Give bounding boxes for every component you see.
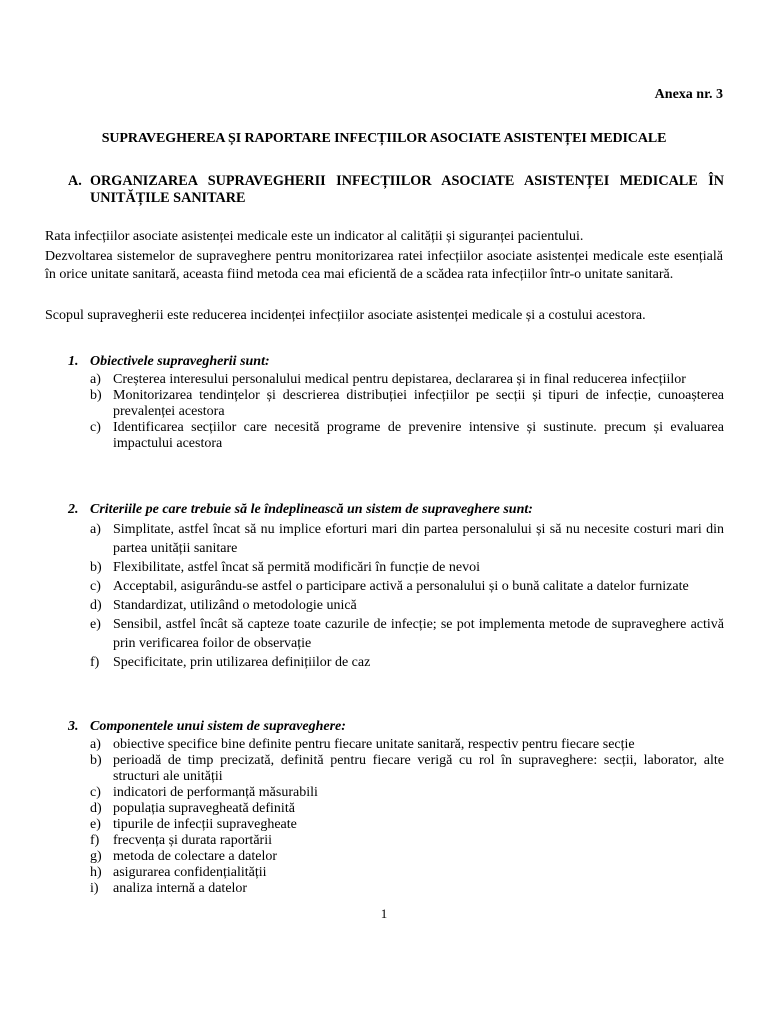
list-item-text: tipurile de infecții supravegheate — [113, 817, 297, 832]
list-marker: h) — [90, 865, 102, 880]
list-item — [90, 520, 724, 558]
list-1-number: 1. — [68, 354, 79, 369]
list-item — [90, 558, 724, 577]
list-item — [90, 881, 724, 897]
paragraph-3: Scopul supravegherii este reducerea incidenței infecțiilor asociate asistenței medicale și a costului acestora. — [45, 308, 646, 323]
list-1-heading — [68, 354, 724, 370]
list-marker: f) — [90, 833, 100, 848]
list-3-title: Componentele unui sistem de supraveghere: — [90, 719, 346, 734]
list-item — [90, 753, 724, 785]
list-item — [90, 653, 724, 672]
list-item — [90, 817, 724, 833]
document-title: SUPRAVEGHEREA ȘI RAPORTARE INFECȚIILOR ASOCIATE ASISTENȚEI MEDICALE — [101, 131, 667, 146]
list-item — [90, 372, 724, 388]
list-1-items — [90, 372, 724, 452]
list-marker: e) — [90, 817, 101, 832]
list-3-items — [90, 737, 724, 897]
list-item — [90, 420, 724, 452]
list-item — [90, 849, 724, 865]
list-item — [90, 615, 724, 653]
list-marker: c) — [90, 420, 101, 435]
list-item — [90, 801, 724, 817]
list-2-items — [90, 520, 724, 672]
list-marker: c) — [90, 785, 101, 800]
section-a-letter: A. — [68, 173, 82, 189]
list-item-text: Specificitate, prin utilizarea definițiilor de caz — [113, 655, 371, 670]
list-marker: b) — [90, 753, 102, 768]
list-2-number: 2. — [68, 502, 79, 517]
list-marker: d) — [90, 598, 102, 613]
list-marker: b) — [90, 388, 102, 403]
list-marker: c) — [90, 579, 101, 594]
list-item-text: asigurarea confidențialității — [113, 865, 267, 880]
page-number: 1 — [380, 906, 388, 921]
list-item-text: Sensibil, astfel încât să capteze toate cazurile de infecție; se pot implementa metode de supraveghere activă prin verificarea foilor de observație — [113, 617, 724, 651]
paragraph-2: Dezvoltarea sistemelor de supraveghere pentru monitorizarea ratei infecțiilor asociate asistenței medicale este esențială în orice unitate sanitară, aceasta fiind metoda cea mai eficientă de a scădea rata infecțiilor într-o unitate sanitară. — [45, 249, 723, 282]
annex-label: Anexa nr. 3 — [654, 87, 723, 102]
list-item — [90, 737, 724, 753]
list-item — [90, 865, 724, 881]
list-item-text: metoda de colectare a datelor — [113, 849, 278, 864]
list-marker: e) — [90, 617, 101, 632]
list-item-text: Monitorizarea tendințelor și descrierea distribuției infecțiilor pe secții și tipuri de infecție, cunoașterea prevalenței acestora — [113, 388, 724, 419]
list-1-title: Obiectivele supravegherii sunt: — [90, 354, 270, 369]
list-item — [90, 833, 724, 849]
list-item-text: Standardizat, utilizând o metodologie unică — [113, 598, 357, 613]
list-marker: a) — [90, 372, 101, 387]
list-item-text: frecvența și durata raportării — [113, 833, 272, 848]
list-item-text: Flexibilitate, astfel încat să permită modificări în funcție de nevoi — [113, 560, 480, 575]
list-item-text: perioadă de timp precizată, definită pentru fiecare verigă cu rol în supraveghere: secții, laborator, alte structuri ale unității — [113, 753, 724, 784]
list-item-text: analiza internă a datelor — [113, 881, 248, 896]
list-item-text: Creșterea interesului personalului medical pentru depistarea, declararea și in final reducerea infecțiilor — [113, 372, 686, 387]
list-3-heading — [68, 719, 724, 735]
list-marker: i) — [90, 881, 99, 896]
list-item — [90, 596, 724, 615]
list-marker: g) — [90, 849, 102, 864]
list-marker: a) — [90, 522, 101, 537]
list-item-text: populația supravegheată definită — [113, 801, 295, 816]
list-item — [90, 577, 724, 596]
paragraph-1: Rata infecțiilor asociate asistenței medicale este un indicator al calității și siguranței pacientului. — [45, 229, 584, 244]
list-item-text: Simplitate, astfel încat să nu implice eforturi mari din partea personalului și să nu necesite costuri mari din partea unității sanitare — [113, 522, 724, 556]
list-2-title: Criteriile pe care trebuie să le îndeplinească un sistem de supraveghere sunt: — [90, 502, 533, 517]
section-a-heading — [68, 173, 724, 207]
list-item — [90, 388, 724, 420]
list-item-text: Identificarea secțiilor care necesită programe de prevenire intensive și sustinute. precum și evaluarea impactului acestora — [113, 420, 724, 451]
section-a-title: ORGANIZAREA SUPRAVEGHERII INFECȚIILOR ASOCIATE ASISTENȚEI MEDICALE ÎN UNITĂȚILE SANITARE — [90, 173, 724, 206]
list-marker: d) — [90, 801, 102, 816]
list-item-text: Acceptabil, asigurându-se astfel o participare activă a personalului și o bună calitate a datelor furnizate — [113, 579, 689, 594]
list-marker: b) — [90, 560, 102, 575]
list-marker: f) — [90, 655, 100, 670]
list-item — [90, 785, 724, 801]
list-marker: a) — [90, 737, 101, 752]
list-item-text: obiective specifice bine definite pentru fiecare unitate sanitară, respectiv pentru fiecare secție — [113, 737, 635, 752]
list-2-heading — [68, 502, 724, 518]
list-item-text: indicatori de performanță măsurabili — [113, 785, 318, 800]
list-3-number: 3. — [68, 719, 79, 734]
